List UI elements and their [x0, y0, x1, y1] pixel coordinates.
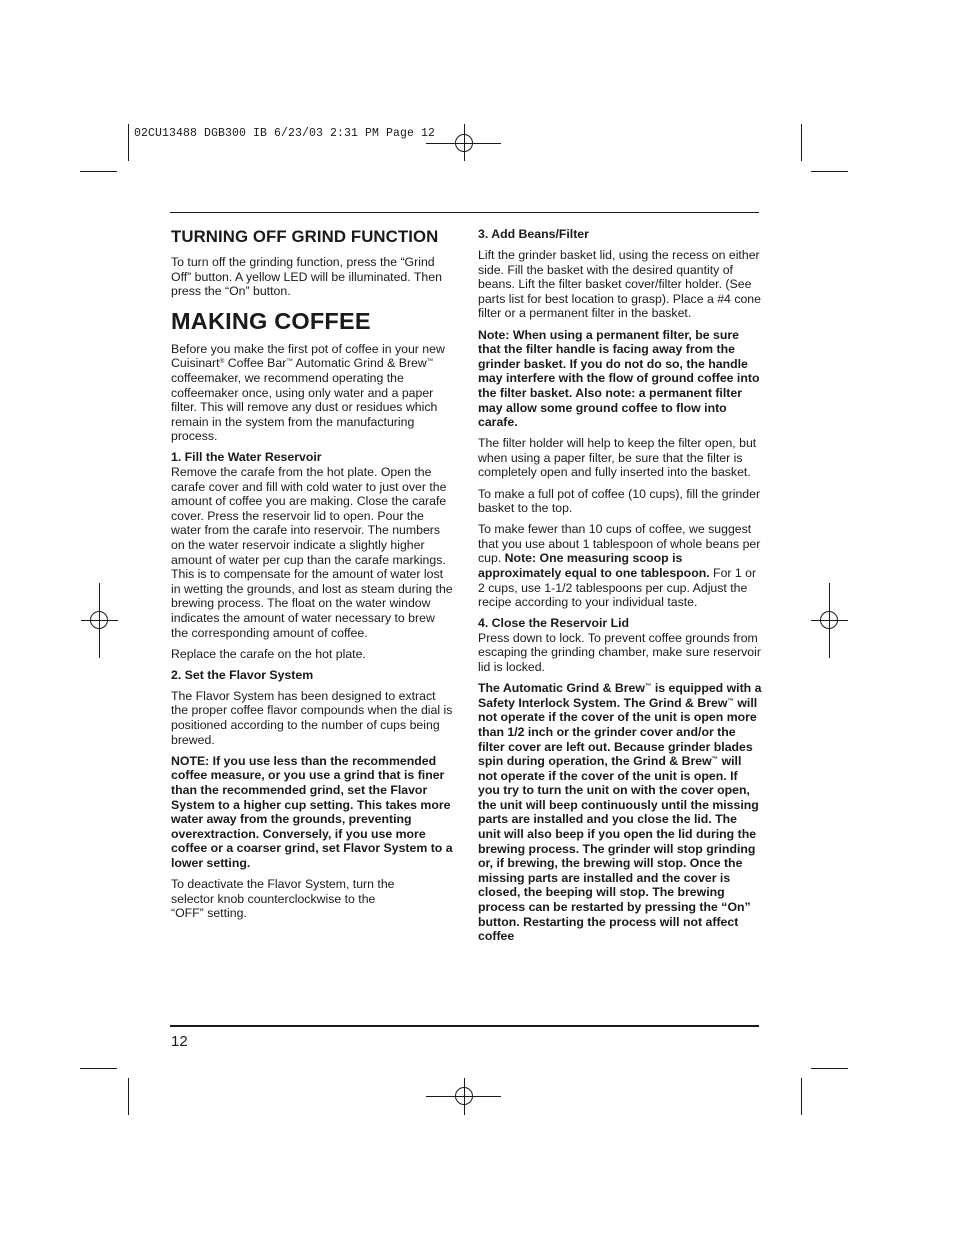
- heading-making-coffee: MAKING COFFEE: [171, 307, 371, 334]
- grind-off-text: To turn off the grinding function, press the “Grind Off” button. A yellow LED will be illuminated. Then press the “On” button.: [171, 255, 442, 299]
- print-slug: 02CU13488 DGB300 IB 6/23/03 2:31 PM Page 12: [134, 127, 436, 140]
- step3-note: Note: When using a permanent filter, be sure that the filter handle is facing away from the grinder basket. If you do not do so, the handle may interfere with the flow of ground coffee into the filter basket. Also note: a permanent filter may allow some ground coffee to flow into carafe.: [478, 327, 760, 430]
- step3-fewer-cups: To make fewer than 10 cups of coffee, we suggest that you use about 1 tablespoon of whole beans per cup. Note: One measuring scoop is approximately equal to one tablespoon. For 1 or 2 cups, use 1-1/2 tablespoons per cup. Adjust the recipe according to your individual taste.: [478, 522, 761, 610]
- step3-filter-holder: The filter holder will help to keep the filter open, but when using a paper filter, be sure that the filter is completely open and fully inserted into the basket.: [478, 436, 757, 480]
- step2-note: NOTE: If you use less than the recommended coffee measure, or you use a grind that is finer than the recommended grind, set the Flavor System to a higher cup setting. This takes more water away from the grounds, preventing overextraction. Conversely, if you use more coffee or a coarser grind, set Flavor System to a lower setting.: [171, 753, 453, 870]
- step3-full-pot: To make a full pot of coffee (10 cups), fill the grinder basket to the top.: [478, 486, 761, 516]
- right-column: [478, 227, 762, 944]
- step1-title: 1. Fill the Water Reservoir: [171, 450, 322, 465]
- step1-replace-carafe: Replace the carafe on the hot plate.: [171, 646, 366, 661]
- step2-title: 2. Set the Flavor System: [171, 667, 314, 682]
- heading-turning-off-grind: TURNING OFF GRIND FUNCTION: [171, 227, 439, 246]
- bottom-rule: [170, 1025, 759, 1027]
- step1-text: Remove the carafe from the hot plate. Open the carafe cover and fill with cold water to just over the amount of coffee you are making. Close the carafe cover. Press the reservoir lid to open. Pour the water from the carafe into reservoir. The numbers on the water reservoir indicate a slightly higher amount of water per cup than the carafe markings. This is to compensate for the amount of water lost in wetting the grounds, and lost as steam during the brewing process. The float on the water window indicates the amount of water necessary to brew the corresponding amount of coffee.: [171, 465, 453, 640]
- step2-deactivate: To deactivate the Flavor System, turn the selector knob counterclockwise to the “OFF” setting.: [171, 876, 395, 921]
- step2-text: The Flavor System has been designed to extract the proper coffee flavor compounds when the dial is positioned according to the number of cups being brewed.: [171, 688, 453, 747]
- step4-text: Press down to lock. To prevent coffee grounds from escaping the grinding chamber, make sure reservoir lid is locked.: [478, 630, 761, 675]
- intro-paragraph: Before you make the first pot of coffee in your new Cuisinart® Coffee Bar™ Automatic Grind & Brew™ coffeemaker, we recommend operating the coffeemaker once, using only water and a paper filter. This will remove any dust or residues which remain in the system from the manufacturing process.: [171, 341, 445, 444]
- page-number: 12: [171, 1033, 188, 1050]
- step3-title: 3. Add Beans/Filter: [478, 227, 589, 241]
- left-column: [171, 227, 453, 927]
- step3-text: Lift the grinder basket lid, using the recess on either side. Fill the basket with the desired quantity of beans. Lift the filter basket cover/filter holder. (See parts list for best location to grasp). Place a #4 cone filter or a permanent filter in the basket.: [478, 248, 761, 321]
- safety-interlock-warning: The Automatic Grind & Brew™ is equipped with a Safety Interlock System. The Grind & Brew™ will not operate if the cover of the unit is open more than 1/2 inch or the grinder cover and/or the filter cover are left out. Because grinder blades spin during operation, the Grind & Brew™ will not operate if the cover of the unit is open. If you try to turn the unit on with the cover open, the unit will beep continuously until the missing parts are installed and you close the lid. The unit will also beep if you open the lid during the brewing process. The grinder will stop grinding or, if brewing, the brewing will stop. Once the missing parts are installed and the cover is closed, the beeping will stop. The brewing process can be restarted by pressing the “On” button. Restarting the process will not affect coffee: [478, 681, 762, 944]
- top-rule: [170, 212, 759, 213]
- step4-title: 4. Close the Reservoir Lid: [478, 616, 630, 631]
